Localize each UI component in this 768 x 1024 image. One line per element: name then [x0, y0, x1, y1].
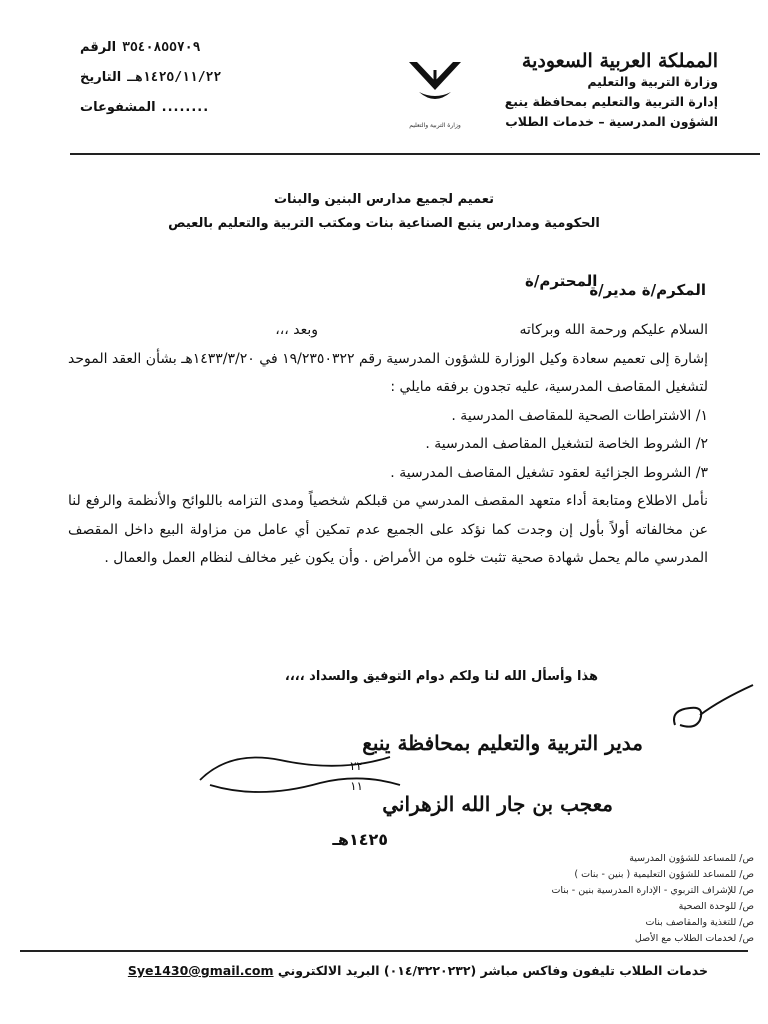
ministry-logo-icon — [395, 48, 475, 118]
letterhead-right — [468, 50, 718, 132]
list-item: ١/ الاشتراطات الصحية للمقاصف المدرسية . — [451, 407, 708, 424]
letter-body — [68, 316, 708, 573]
department-name: إدارة التربية والتعليم بمحافظة ينبع — [504, 94, 718, 109]
handwritten-day: ٢٢ — [350, 759, 363, 773]
footer-email-link[interactable]: Sye1430@gmail.com — [127, 963, 274, 978]
signatory-title: مدير التربية والتعليم بمحافظة ينبع — [362, 731, 643, 755]
date-value: ١٤٢٥/١١/٢٢هـ — [127, 70, 222, 85]
reference-value: ٣٥٤٠٨٥٥٧٠٩ — [122, 40, 201, 55]
cc-item: ص/ للإشراف التربوي - الإدارة المدرسية بنين - بنات — [551, 885, 754, 896]
ministry-name: وزارة التربية والتعليم — [587, 74, 718, 89]
cc-list — [551, 851, 754, 947]
ministry-logo — [395, 48, 475, 133]
cc-item: ص/ للمساعد للشؤون التعليمية ( بنين - بنات ) — [574, 869, 754, 880]
reference-label: الرقم — [80, 40, 117, 55]
date-label: التاريخ — [80, 70, 122, 85]
attachments-value: ........ — [161, 100, 210, 115]
list-item: ٣/ الشروط الجزائية لعقود تشغيل المقاصف المدرسية . — [390, 464, 708, 481]
footer-contact: خدمات الطلاب تليفون وفاكس مباشر (٠١٤/٣٢٢٠٢٣٢) البريد الالكتروني — [277, 963, 708, 978]
greeting-after: وبعد ،،، — [275, 322, 318, 338]
reference-row — [80, 40, 330, 70]
footer-divider — [20, 950, 748, 952]
signatory-name: معجب بن جار الله الزهراني — [382, 792, 613, 816]
date-row — [80, 70, 330, 100]
kingdom-title: المملكة العربية السعودية — [521, 50, 718, 72]
section-name: الشؤون المدرسية – خدمات الطلاب — [505, 114, 718, 129]
signature-date: ١٤٢٥هـ — [332, 830, 388, 849]
cc-item: ص/ لخدمات الطلاب مع الأصل — [634, 933, 754, 944]
closing-line: هذا وأسأل الله لنا ولكم دوام التوفيق والسداد ،،،، — [284, 669, 598, 684]
list-item: ٢/ الشروط الخاصة لتشغيل المقاصف المدرسية . — [425, 436, 708, 452]
attachments-label: المشفوعات — [80, 100, 156, 115]
letterhead-left — [80, 40, 330, 130]
signature-scribble-icon — [190, 745, 410, 805]
header-divider — [70, 153, 760, 155]
greeting: السلام عليكم ورحمة الله وبركاته — [519, 322, 708, 338]
handwritten-month: ١١ — [350, 779, 363, 793]
subject-line-2: الحكومية ومدارس ينبع الصناعية بنات ومكتب التربية والتعليم بالعيص — [168, 216, 600, 231]
respected-title: المحترم/ة — [525, 272, 598, 290]
attachments-row — [80, 100, 330, 130]
cc-item: ص/ للوحدة الصحية — [678, 901, 754, 912]
letter-footer — [128, 963, 708, 978]
greeting-line — [68, 316, 708, 345]
handwritten-initial-icon — [665, 680, 760, 735]
logo-caption: وزارة التربية والتعليم — [409, 122, 461, 129]
addressee: المكرم/ة مدير/ة — [589, 281, 706, 299]
subject-line-1: تعميم لجميع مدارس البنين والبنات — [273, 192, 495, 207]
letter-subject — [0, 188, 768, 236]
cc-item: ص/ للتغذية والمقاصف بنات — [645, 917, 754, 928]
cc-item: ص/ للمساعد للشؤون المدرسية — [629, 853, 754, 864]
paragraph-1: إشارة إلى تعميم سعادة وكيل الوزارة للشؤون المدرسية رقم ١٩/٢٣٥٠٣٢٢ في ١٤٣٣/٣/٢٠هـ بشأن العقد الموحد لتشغيل المقاصف المدرسية، عليه تجدون برفقه مايلي : — [68, 350, 709, 395]
paragraph-2: نأمل الاطلاع ومتابعة أداء متعهد المقصف المدرسي من قبلكم شخصياً ومدى التزامه باللوائح والأنظمة والرفع لنا عن مخالفاته أولاً بأول إن وجدت كما نؤكد على الجميع عدم تمكين أي عامل من مزاولة البيع داخل المقصف المدرسي مالم يحمل شهادة صحية تثبت خلوه من الأمراض . وأن يكون غير مخالف لنظام العمل والعمال . — [68, 493, 708, 566]
